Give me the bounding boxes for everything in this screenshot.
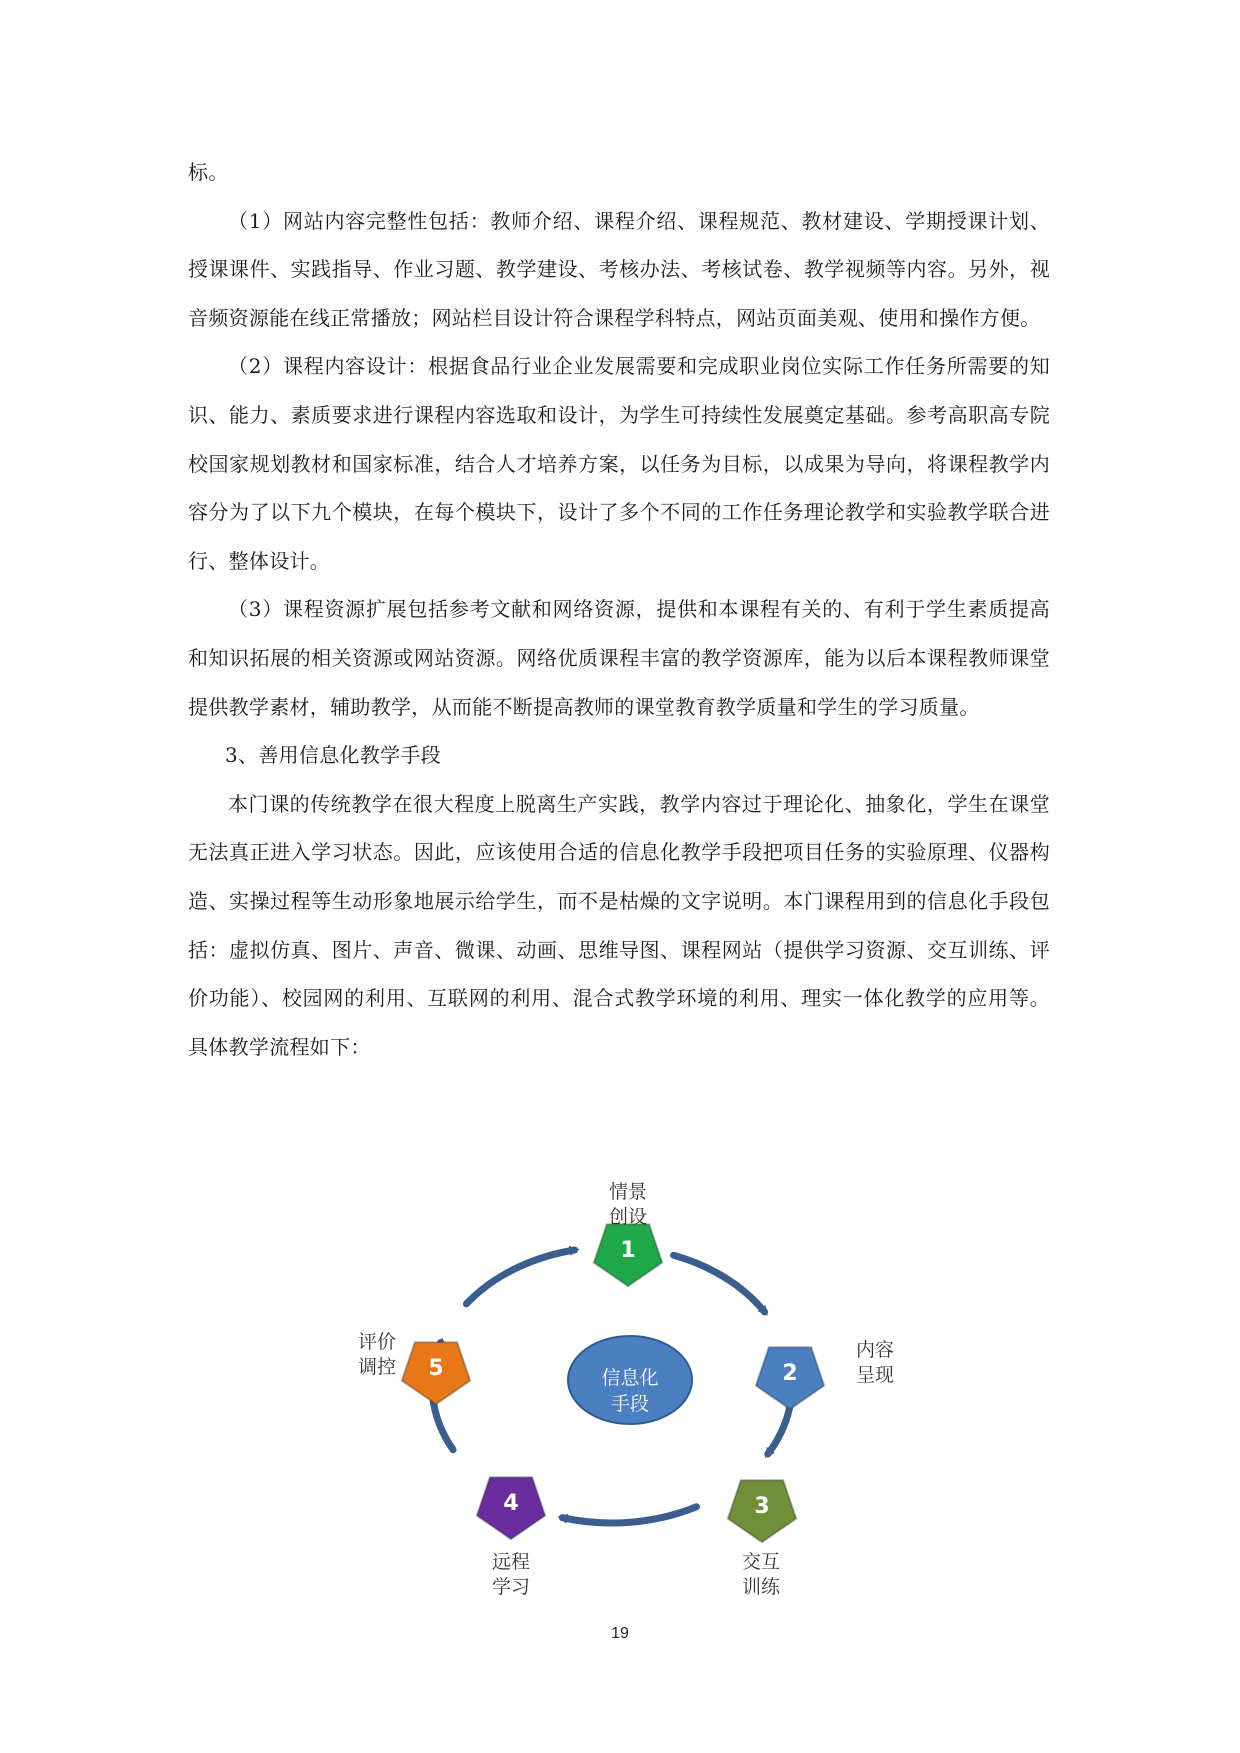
node-3-label — [716, 1550, 806, 1600]
node-2-label-line1: 内容 — [855, 1339, 894, 1361]
center-label-line1: 信息化 — [601, 1367, 659, 1389]
node-1-label — [583, 1180, 673, 1230]
paragraph-continuation: 标。 — [188, 160, 229, 184]
teaching-process-diagram — [357, 1180, 894, 1600]
node-3-label-line2: 训练 — [741, 1576, 780, 1598]
node-1-number: 1 — [620, 1238, 636, 1263]
node-1-label-line2: 创设 — [608, 1206, 647, 1228]
paragraph-it-methods: 本门课的传统教学在很大程度上脱离生产实践，教学内容过于理论化、抽象化，学生在课堂无法真正进入学习状态。因此，应该使用合适的信息化教学手段把项目任务的实验原理、仪器构造、实操过程等生动形象地展示给学生，而不是枯燥的文字说明。本门课程用到的信息化手段包括：虚拟仿真、图片、声音、微课、动画、思维导图、课程网站（提供学习资源、交互训练、评价功能）、校园网的利用、互联网的利用、混合式教学环境的利用、理实一体化教学的应用等。具体教学流程如下： — [188, 791, 1050, 1059]
node-5-label-line2: 调控 — [357, 1356, 396, 1378]
node-2-label — [830, 1338, 920, 1388]
page-number: 19 — [611, 1625, 629, 1642]
cycle-arrow-3 — [562, 1507, 696, 1523]
node-3-number: 3 — [754, 1494, 770, 1519]
node-2-label-line2: 呈现 — [855, 1364, 894, 1386]
node-5-label — [332, 1330, 422, 1380]
center-label — [570, 1365, 690, 1417]
node-4-label-line2: 学习 — [491, 1576, 530, 1598]
node-3-label-line1: 交互 — [741, 1551, 780, 1573]
paragraph-course-resources: （3）课程资源扩展包括参考文献和网络资源，提供和本课程有关的、有利于学生素质提高和知识拓展的相关资源或网站资源。网络优质课程丰富的教学资源库，能为以后本课程教师课堂提供教学素材，辅助教学，从而能不断提高教师的课堂教育教学质量和学生的学习质量。 — [188, 597, 1050, 719]
node-1-label-line1: 情景 — [608, 1181, 647, 1203]
node-5-number: 5 — [428, 1356, 444, 1381]
document-body — [188, 148, 1050, 1071]
cycle-arrow-5 — [466, 1250, 574, 1304]
cycle-arrow-1 — [674, 1255, 765, 1312]
center-label-line2: 手段 — [610, 1393, 649, 1415]
node-5-label-line1: 评价 — [357, 1331, 396, 1353]
section-heading: 3、善用信息化教学手段 — [225, 743, 442, 768]
node-2-number: 2 — [782, 1361, 798, 1386]
paragraph-course-design: （2）课程内容设计：根据食品行业企业发展需要和完成职业岗位实际工作任务所需要的知识、能力、素质要求进行课程内容选取和设计，为学生可持续性发展奠定基础。参考高职高专院校国家规划教材和国家标准，结合人才培养方案，以任务为目标，以成果为导向，将课程教学内容分为了以下九个模块，在每个模块下，设计了多个不同的工作任务理论教学和实验教学联合进行、整体设计。 — [188, 354, 1050, 573]
node-4-number: 4 — [503, 1491, 519, 1516]
paragraph-website-content: （1）网站内容完整性包括：教师介绍、课程介绍、课程规范、教材建设、学期授课计划、授课课件、实践指导、作业习题、教学建设、考核办法、考核试卷、教学视频等内容。另外，视音频资源能在线正常播放；网站栏目设计符合课程学科特点，网站页面美观、使用和操作方便。 — [188, 208, 1050, 330]
node-4-label — [466, 1550, 556, 1600]
node-4-label-line1: 远程 — [491, 1551, 530, 1573]
